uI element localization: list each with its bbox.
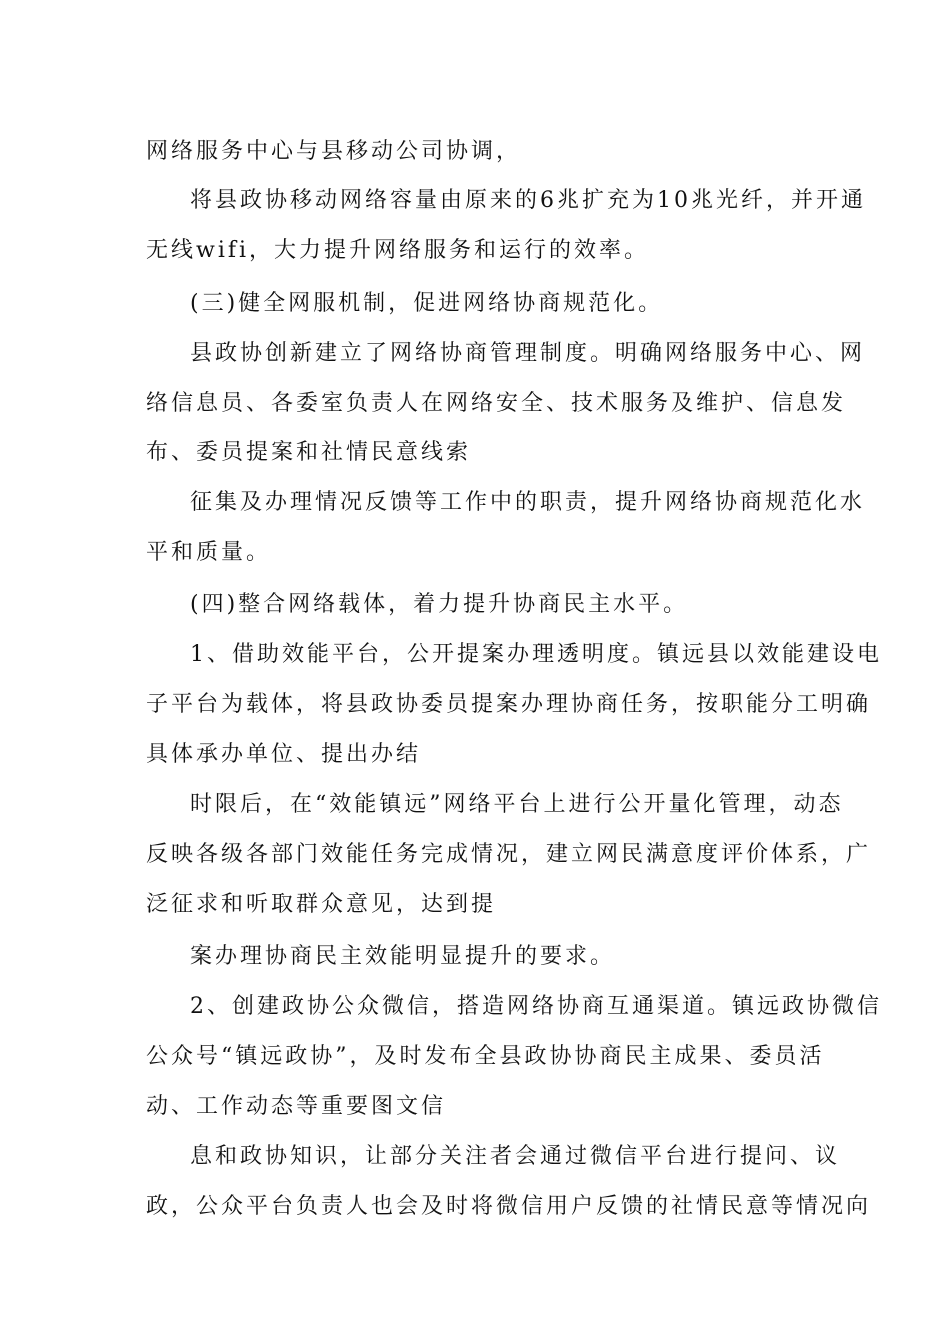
text-line: 子平台为载体，将县政协委员提案办理协商任务，按职能分工明确 [146,692,872,717]
text-line: 时限后，在“效能镇远”网络平台上进行公开量化管理，动态 [190,792,844,817]
text-line: 政，公众平台负责人也会及时将微信用户反馈的社情民意等情况向 [146,1194,872,1219]
text-line: 案办理协商民主效能明显提升的要求。 [190,944,616,969]
text-line: 县政协创新建立了网络协商管理制度。明确网络服务中心、网 [190,341,866,366]
text-line: 泛征求和听取群众意见，达到提 [146,892,497,917]
text-line: 反映各级各部门效能任务完成情况，建立网民满意度评价体系，广 [146,842,872,867]
text-line: 息和政协知识，让部分关注者会通过微信平台进行提问、议 [190,1144,841,1169]
text-line: 无线wifi，大力提升网络服务和运行的效率。 [146,238,650,263]
text-line: 1、借助效能平台，公开提案办理透明度。镇远县以效能建设电 [190,642,882,667]
text-line: 平和质量。 [146,540,272,565]
section-heading: (四)整合网络载体，着力提升协商民主水平。 [190,592,689,617]
text-line: 网络服务中心与县移动公司协调， [146,139,522,164]
text-line: 将县政协移动网络容量由原来的6兆扩充为10兆光纤，并开通 [190,188,866,213]
text-line: 公众号“镇远政协”，及时发布全县政协协商民主成果、委员活 [146,1044,825,1069]
section-heading: (三)健全网服机制，促进网络协商规范化。 [190,291,664,316]
text-line: 络信息员、各委室负责人在网络安全、技术服务及维护、信息发 [146,391,847,416]
text-line: 布、委员提案和社情民意线索 [146,440,472,465]
text-line: 征集及办理情况反馈等工作中的职责，提升网络协商规范化水 [190,490,866,515]
text-line: 2、创建政协公众微信，搭造网络协商互通渠道。镇远政协微信 [190,994,882,1019]
text-line: 具体承办单位、提出办结 [146,742,422,767]
text-line: 动、工作动态等重要图文信 [146,1094,447,1119]
